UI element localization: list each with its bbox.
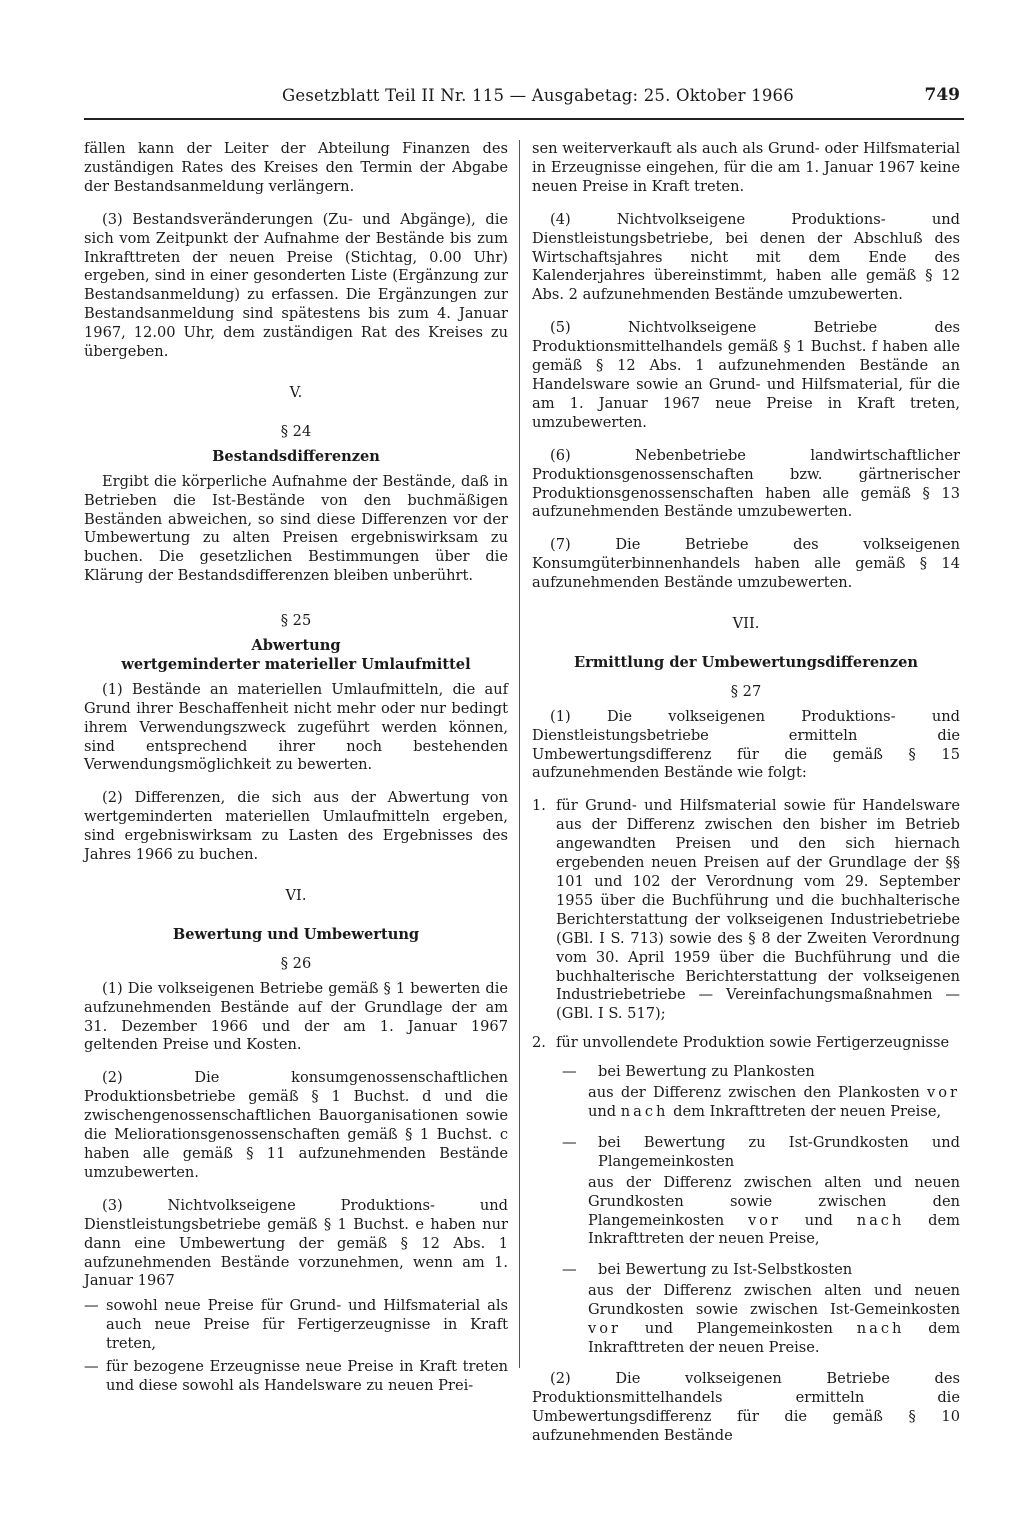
dash-item [84,1297,508,1354]
page-number: 749 [924,85,960,105]
paragraph-26-2: (2) Die konsumgenossenschaftlichen Produktionsbetriebe gemäß § 1 Buchst. d und die zwischengenossenschaftlichen Bauorganisationen sowie die Meliorationsgenossenschaften gemäß § 1 Buchst. c haben alle gemäß § 11 aufzunehmenden Bestände umzubewerten. [84,1069,508,1181]
page-header [84,84,964,120]
paragraph-24: Ergibt die körperliche Aufnahme der Bestände, daß in Betrieben die Ist-Bestände von den buchmäßigen Beständen abweichen, so sind diese Differenzen vor der Umbewertung zu alten Preisen ergebniswirksam zu buchen. Die gesetzlichen Bestimmungen über die Klärung der Bestandsdifferenzen bleiben unberührt. [84,472,508,585]
emphasis-nach: nach [856,1211,905,1229]
column-divider [519,140,520,1368]
section-vii: VII. [732,615,760,633]
paragraph-27-2: (2) Die volkseigenen Betriebe des Produktionsmittelhandels ermitteln die Umbewertungsdifferenz für die gemäß § 10 aufzunehmenden Bestände [532,1369,960,1444]
dash-marker: — [562,1261,577,1279]
sub-item-heading [532,1063,960,1082]
sub-item-body [532,1282,960,1358]
sub-item-title: bei Bewertung zu Ist-Grundkosten und Plangemeinkosten [598,1133,960,1170]
dash-item [84,1358,508,1396]
sub-item-text: und Plangemeinkosten [644,1320,833,1338]
left-column [84,140,508,1400]
sub-item-title: bei Bewertung zu Plankosten [598,1063,815,1081]
dash-marker: — [562,1133,577,1151]
dash-item-text: für bezogene Erzeugnisse neue Preise in Kraft treten und diese sowohl als Handelsware zu neuen Prei- [106,1358,508,1394]
paragraph-27-1: (1) Die volkseigenen Produktions- und Dienstleistungsbetriebe ermitteln die Umbewertungsdifferenz für die gemäß § 15 aufzunehmenden Bestände wie folgt: [532,707,960,782]
paragraph-number-24: § 24 [280,422,312,440]
paragraph-number-27: § 27 [730,682,762,700]
dash-marker: — [84,1297,99,1315]
sub-item-text: aus der Differenz zwischen alten und neuen Grundkosten sowie zwischen den Plangemeinkosten [588,1173,960,1229]
paragraph-26-continued: sen weiterverkauft als auch als Grund- oder Hilfsmaterial in Erzeugnisse eingehen, für die am 1. Januar 1967 keine neuen Preise in Kraft treten. [532,140,960,195]
sub-item-text: aus der Differenz zwischen alten und neuen Grundkosten sowie zwischen Ist-Gemeinkosten [588,1282,960,1319]
section-v: V. [289,383,303,401]
sub-item-text: und [588,1102,617,1120]
sub-item-heading [532,1261,960,1280]
paragraph-number-25: § 25 [280,612,312,630]
paragraph-number-26: § 26 [280,954,312,972]
list-item [532,797,960,1024]
emphasis-vor: vor [588,1320,622,1338]
emphasis-vor: vor [926,1084,960,1102]
heading-25-line2: wertgeminderter materieller Umlaufmittel [121,655,471,673]
dash-marker: — [84,1358,99,1376]
list-item-number: 2. [532,1034,546,1052]
emphasis-nach: nach [856,1320,905,1338]
paragraph-26-4: (4) Nichtvolkseigene Produktions- und Dienstleistungsbetriebe, bei denen der Abschluß des Wirtschaftsjahres nicht mit dem Ende des Kalenderjahres übereinstimmt, haben alle gemäß § 12 Abs. 2 aufzunehmenden Bestände umzubewerten. [532,210,960,304]
emphasis-vor: vor [747,1211,781,1229]
sub-item-text: dem Inkrafttreten der neuen Preise. [588,1320,961,1356]
paragraph-intro: fällen kann der Leiter der Abteilung Finanzen des zuständigen Rates des Kreises den Termin der Abgabe der Bestandsanmeldung verlängern. [84,140,508,195]
paragraph-23-3: (3) Bestandsveränderungen (Zu- und Abgänge), die sich vom Zeitpunkt der Aufnahme der Bestände bis zum Inkrafttreten der neuen Preise (Stichtag, 0.00 Uhr) ergeben, sind in einer gesonderten Liste (Ergänzung zur Bestandsanmeldung) zu erfassen. Die Ergänzungen zur Bestandsanmeldung sind spätestens bis zum 4. Januar 1967, 12.00 Uhr, dem zuständigen Rat des Kreises zu übergeben. [84,210,508,361]
dash-item-text: sowohl neue Preise für Grund- und Hilfsmaterial als auch neue Preise für Fertigerzeugnisse in Kraft treten, [106,1297,508,1353]
paragraph-25-2: (2) Differenzen, die sich aus der Abwertung von wertgeminderten materiellen Umlaufmitteln ergeben, sind ergebniswirksam zu Lasten des Ergebnisses des Jahres 1966 zu buchen. [84,789,508,864]
list-item-text: für unvollendete Produktion sowie Fertigerzeugnisse [556,1034,950,1052]
dash-marker: — [562,1063,577,1081]
emphasis-nach: nach [620,1102,669,1120]
heading-25-line1: Abwertung [251,637,341,655]
list-item-number: 1. [532,797,546,815]
paragraph-25-1: (1) Bestände an materiellen Umlaufmitteln, die auf Grund ihrer Beschaffenheit nicht mehr oder nur bedingt ihrem Verwendungszweck zugeführt werden können, sind entsprechend ihrer noch bestehenden Verwendungsmöglichkeit zu bewerten. [84,680,508,774]
header-title: Gesetzblatt Teil II Nr. 115 — Ausgabetag: 25. Oktober 1966 [282,86,794,105]
list-item-text: für Grund- und Hilfsmaterial sowie für Handelsware aus der Differenz zwischen den bisher im Betrieb angewandten Preisen und den sich hiernach ergebenden neuen Preisen auf der Grundlage der §§ 101 und 102 der Verordnung vom 29. September 1955 über die Buchführung und die buchhalterische Berichterstattung der volkseigenen Industriebetriebe (GBl. I S. 713) sowie des § 8 der Zweiten Verordnung vom 30. April 1959 über die Buchführung und die buchhalterische Berichterstattung der volkseigenen Industriebetriebe — Vereinfachungsmaßnahmen — (GBl. I S. 517); [556,797,960,1023]
list-item [532,1034,960,1053]
sub-item-text: aus der Differenz zwischen den Plankosten [588,1084,920,1102]
section-vi: VI. [285,887,307,904]
right-column [532,140,960,1459]
sub-item-body [532,1174,960,1250]
heading-24: Bestandsdifferenzen [212,447,380,465]
sub-item-title: bei Bewertung zu Ist-Selbstkosten [598,1261,853,1279]
paragraph-26-1: (1) Die volkseigenen Betriebe gemäß § 1 bewerten die aufzunehmenden Bestände auf der Grundlage der am 31. Dezember 1966 und der am 1. Januar 1967 geltenden Preise und Kosten. [84,979,508,1054]
sub-item-text: und [804,1211,833,1229]
paragraph-26-6: (6) Nebenbetriebe landwirtschaftlicher Produktionsgenossenschaften bzw. gärtnerischer Produktionsgenossenschaften haben alle gemäß § 13 aufzunehmenden Bestände umzubewerten. [532,446,960,521]
paragraph-26-7: (7) Die Betriebe des volkseigenen Konsumgüterbinnenhandels haben alle gemäß § 14 aufzunehmenden Bestände umzubewerten. [532,536,960,592]
sub-item-body [532,1084,960,1122]
sub-item-text: dem Inkrafttreten der neuen Preise, [588,1211,960,1248]
paragraph-26-5: (5) Nichtvolkseigene Betriebe des Produktionsmittelhandels gemäß § 1 Buchst. f haben alle gemäß § 12 Abs. 1 aufzunehmenden Bestände an Handelsware sowie an Grund- und Hilfsmaterial, für die am 1. Januar 1967 neue Preise in Kraft treten, umzubewerten. [532,319,960,431]
sub-item-heading [532,1134,960,1172]
sub-item-text: dem Inkrafttreten der neuen Preise, [673,1102,942,1120]
heading-vi: Bewertung und Umbewertung [172,925,420,943]
paragraph-26-3: (3) Nichtvolkseigene Produktions- und Dienstleistungsbetriebe gemäß § 1 Buchst. e haben nur dann eine Umbewertung der gemäß § 12 Abs. 1 aufzunehmenden Bestände vorzunehmen, wenn am 1. Januar 1967 [84,1196,508,1290]
heading-vii: Ermittlung der Umbewertungsdifferenzen [574,653,918,671]
